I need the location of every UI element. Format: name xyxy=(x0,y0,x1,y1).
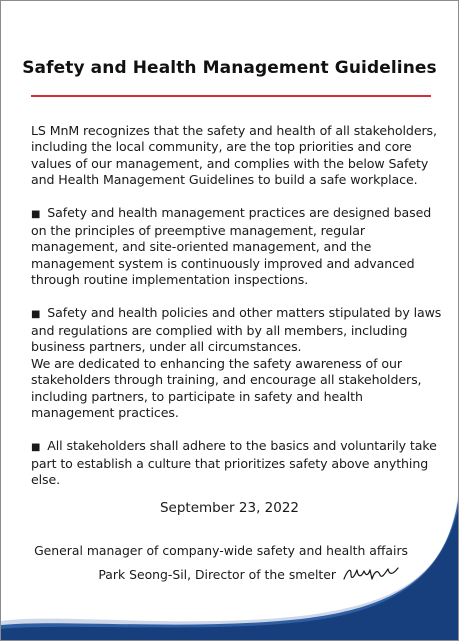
guideline-point-2-continued: We are dedicated to enhancing the safety awareness of our stakeholders through training, and encourage all stakeholders, including partners, to participate in safety and health management practices. xyxy=(31,355,422,421)
guideline-point-2-text: Safety and health policies and other matters stipulated by laws and regulations are complied with by all members, including business partners, under all circumstances. xyxy=(31,304,442,355)
document-date: September 23, 2022 xyxy=(159,500,300,516)
guideline-point-1-text: Safety and health management practices are designed based on the principles of preemptive management, regular management, and site-oriented management, and the management system is continuously improved and advanced through routine implementation inspections. xyxy=(31,204,432,288)
guideline-point-3 xyxy=(31,438,447,489)
intro-paragraph: LS MnM recognizes that the safety and health of all stakeholders, including the local community, are the top priorities and core values of our management, and complies with the below Safety and Health Management Guidelines to build a safe workplace. xyxy=(31,123,437,188)
bullet-icon: ■ xyxy=(31,208,41,220)
handwritten-signature xyxy=(342,564,400,584)
signatory-name: Park Seong-Sil, Director of the smelter xyxy=(98,566,336,582)
guidelines-body xyxy=(31,123,447,505)
guideline-point-3-text: All stakeholders shall adhere to the basics and voluntarily take part to establish a culture that prioritizes safety above anything else. xyxy=(31,437,437,488)
bullet-icon: ■ xyxy=(31,308,41,320)
signatory-name-row xyxy=(98,564,400,584)
signatory-title: General manager of company-wide safety and health affairs xyxy=(34,543,408,558)
page-title: Safety and Health Management Guidelines xyxy=(22,58,437,78)
guideline-point-1 xyxy=(31,205,447,289)
bullet-icon: ■ xyxy=(31,441,41,453)
guideline-point-2 xyxy=(31,305,447,356)
title-divider xyxy=(31,95,431,97)
